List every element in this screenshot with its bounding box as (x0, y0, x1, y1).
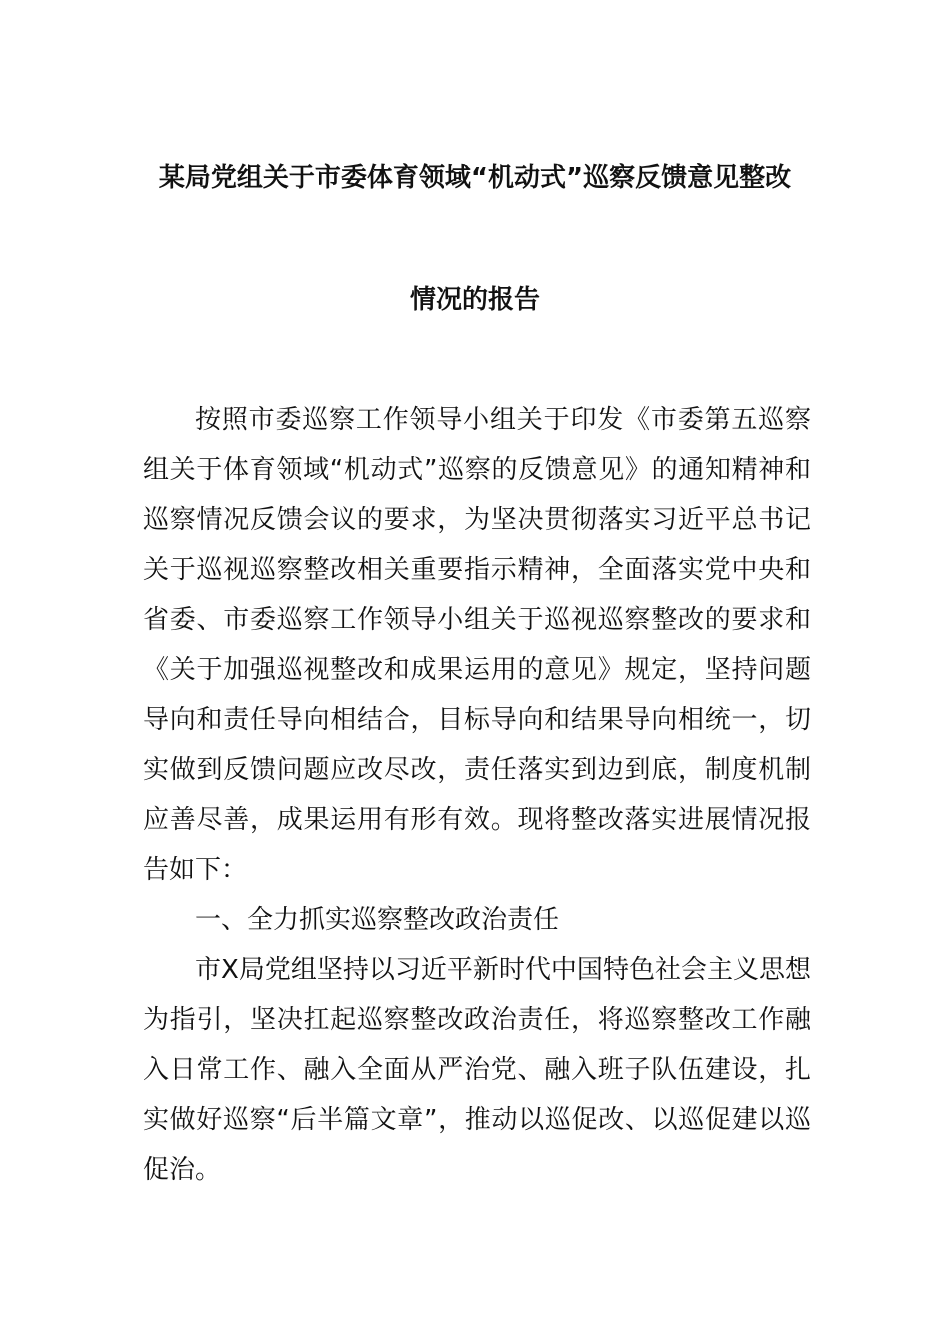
section-heading-1: 一、全力抓实巡察整改政治责任 (195, 905, 560, 935)
document-title-line-2: 情况的报告 (409, 285, 540, 315)
document-body (143, 395, 811, 1195)
intro-paragraph: 按照市委巡察工作领导小组关于印发《市委第五巡察组关于体育领域“机动式”巡察的反馈意见》的通知精神和巡察情况反馈会议的要求，为坚决贯彻落实习近平总书记关于巡视巡察整改相关重要指示精神，全面落实党中央和省委、市委巡察工作领导小组关于巡视巡察整改的要求和《关于加强巡视整改和成果运用的意见》规定，坚持问题导向和责任导向相结合，目标导向和结果导向相统一，切实做到反馈问题应改尽改，责任落实到边到底，制度机制应善尽善，成果运用有形有效。现将整改落实进展情况报告如下： (143, 405, 811, 885)
section-1-paragraph: 市X局党组坚持以习近平新时代中国特色社会主义思想为指引，坚决扛起巡察整改政治责任，将巡察整改工作融入日常工作、融入全面从严治党、融入班子队伍建设，扎实做好巡察“后半篇文章”，推动以巡促改、以巡促建以巡促治。 (143, 955, 811, 1185)
document-title-line-1: 某局党组关于市委体育领域“机动式”巡察反馈意见整改 (158, 163, 792, 193)
